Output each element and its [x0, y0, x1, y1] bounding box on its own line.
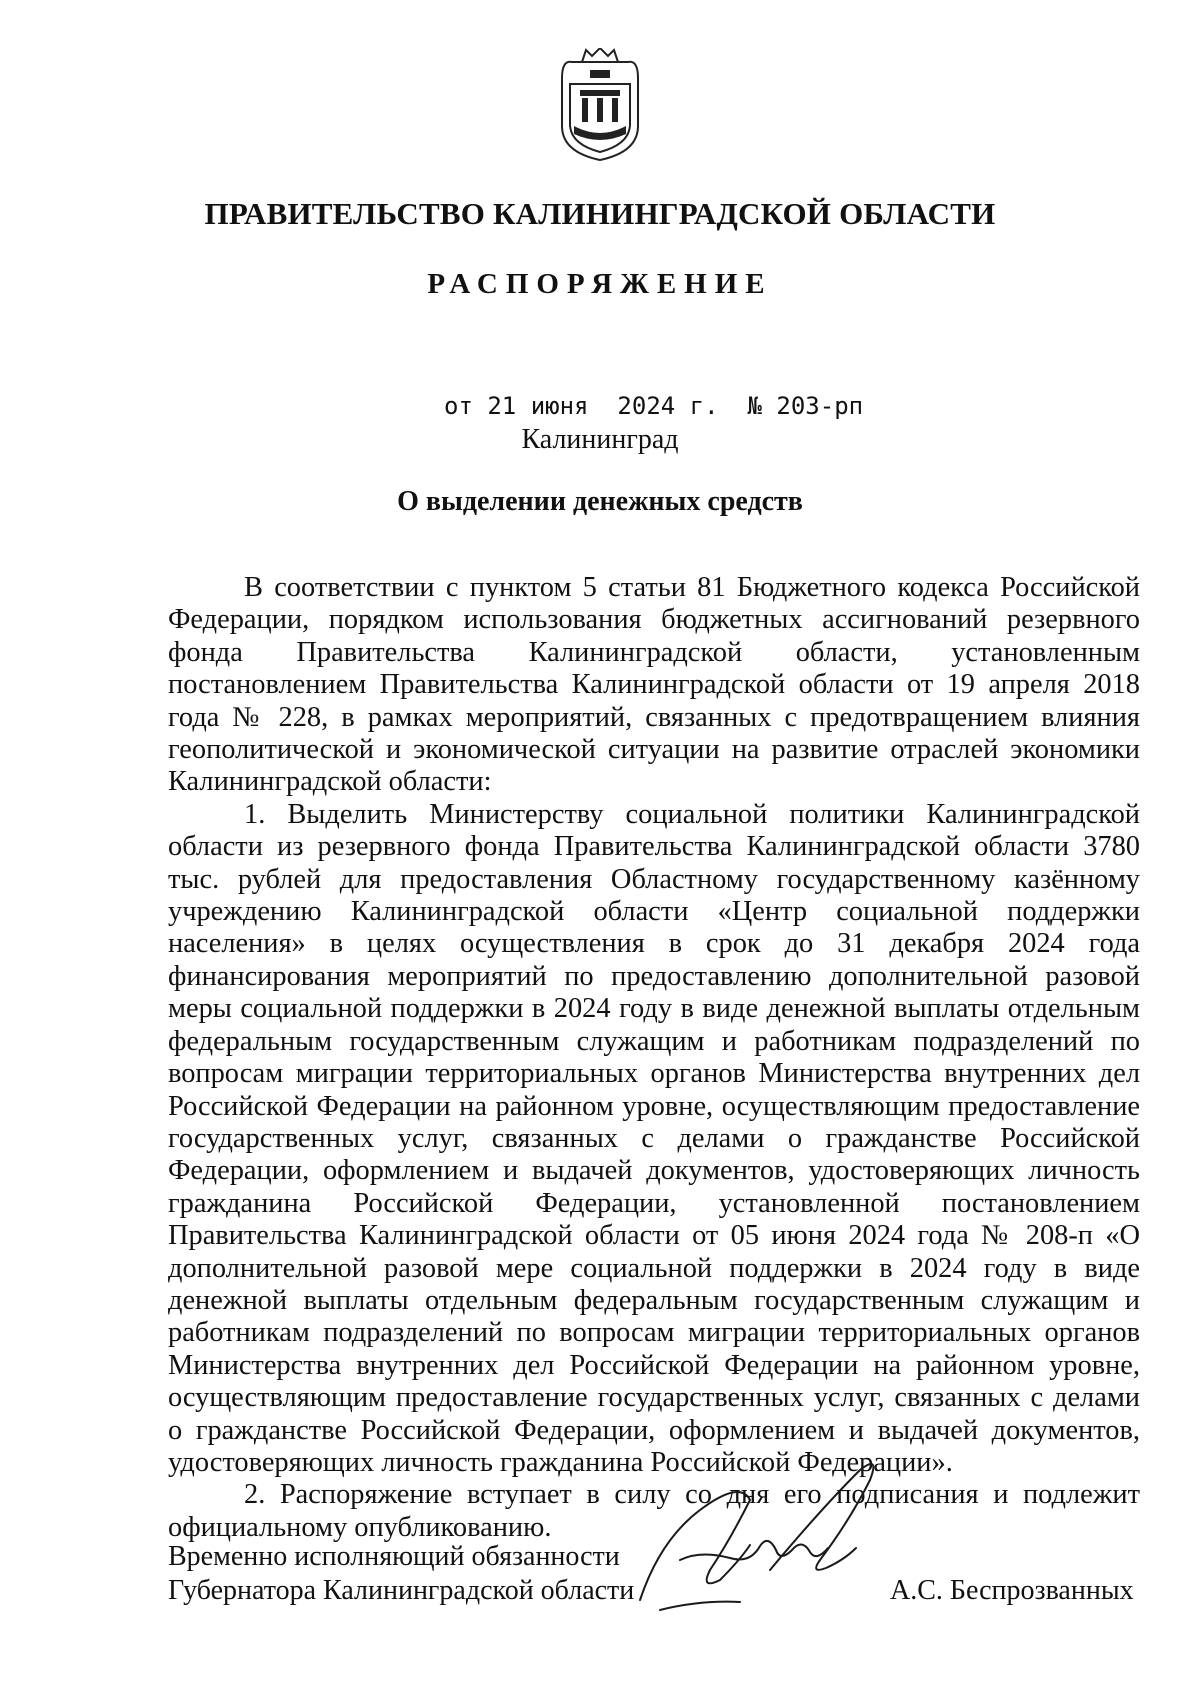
signatory-position	[168, 1540, 634, 1608]
kaliningrad-coat-of-arms-icon	[552, 48, 648, 162]
document-number: 203-рп	[776, 392, 864, 420]
city: Калининград	[521, 424, 679, 455]
document-subject: О выделении денежных средств	[397, 486, 803, 517]
document-date-number	[444, 392, 863, 420]
body-paragraph-item-1: 1. Выделить Министерству социальной политики Калининградской области из резервного фонда Правительства Калининградской области 3780 тыс. рублей для предоставления Областному государственному казённому учреждению Калининградской области «Центр социальной поддержки населения» в целях осуществления в срок до 31 декабря 2024 года финансирования мероприятий по предоставлению дополнительной разовой меры социальной поддержки в 2024 году в виде денежной выплаты отдельным федеральным государственным служащим и работникам подразделений по вопросам миграции территориальных органов Министерства внутренних дел Российской Федерации на районном уровне, осуществляющим предоставление государственных услуг, связанных с делами о гражданстве Российской Федерации, оформлением и выдачей документов, удостоверяющих личность гражданина Российской Федерации, установленной постановлением Правительства Калининградской области от 05 июня 2024 года № 208-п «О дополнительной разовой мере социальной поддержки в 2024 году в виде денежной выплаты отдельным федеральным государственным служащим и работникам подразделений по вопросам миграции территориальных органов Министерства внутренних дел Российской Федерации на районном уровне, осуществляющим предоставление государственных услуг, связанных с делами о гражданстве Российской Федерации, оформлением и выдачей документов, удостоверяющих личность гражданина Российской Федерации».	[168, 798, 1140, 1478]
document-body	[168, 572, 1140, 1544]
date-prefix: от	[444, 392, 473, 420]
document-year: 2024 г.	[617, 392, 719, 420]
document-date: 21 июня	[487, 392, 589, 420]
body-paragraph-item-2: 2. Распоряжение вступает в силу со дня его подписания и подлежит официальному опубликованию.	[168, 1479, 1140, 1543]
number-label: №	[747, 392, 762, 420]
body-paragraph-preamble: В соответствии с пунктом 5 статьи 81 Бюджетного кодекса Российской Федерации, порядком использования бюджетных ассигнований резервного фонда Правительства Калининградской области, установленным постановлением Правительства Калининградской области от 19 апреля 2018 года № 228, в рамках мероприятий, связанных с предотвращением влияния геополитической и экономической ситуации на развитие отраслей экономики Калининградской области:	[168, 572, 1140, 798]
signatory-name: А.С. Беспрозванных	[890, 1575, 1134, 1606]
signatory-position-line-2: Губернатора Калининградской области	[168, 1575, 635, 1606]
handwritten-signature-icon	[620, 1450, 920, 1640]
organization-title: ПРАВИТЕЛЬСТВО КАЛИНИНГРАДСКОЙ ОБЛАСТИ	[204, 196, 996, 231]
document-type-heading: РАСПОРЯЖЕНИЕ	[427, 268, 773, 300]
signatory-position-line-1: Временно исполняющий обязанности	[168, 1541, 620, 1572]
